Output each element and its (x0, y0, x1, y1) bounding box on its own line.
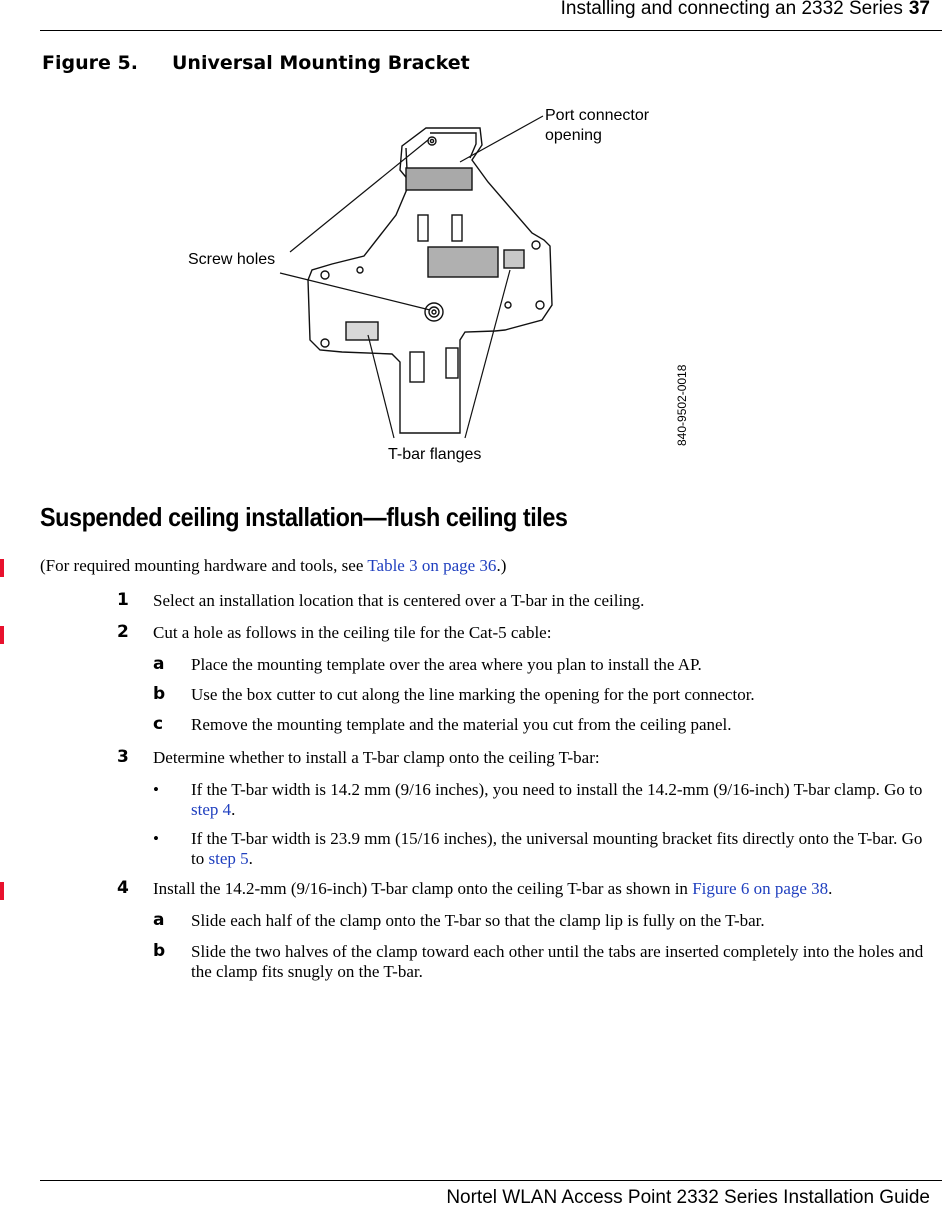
substep-label: a (153, 910, 165, 930)
substep-label: b (153, 684, 166, 704)
bullet-suffix: . (231, 800, 236, 819)
footer-text: Nortel WLAN Access Point 2332 Series Installation Guide (446, 1187, 930, 1208)
substep-text: Remove the mounting template and the material you cut from the ceiling panel. (191, 715, 732, 734)
port-connector-callout-line1: Port connector (545, 107, 650, 124)
intro-paragraph (40, 556, 920, 576)
step-number: 2 (117, 622, 129, 642)
header-text (561, 0, 930, 20)
bracket-outline (308, 128, 552, 433)
page-footer (40, 1180, 942, 1208)
bullet-mark: • (153, 829, 159, 848)
table-3-link[interactable]: Table 3 on page 36 (367, 556, 497, 575)
step-4-link[interactable]: step 4 (191, 800, 232, 819)
step-5-link[interactable]: step 5 (208, 849, 249, 868)
substep-label: c (153, 714, 164, 734)
change-bar (0, 626, 4, 644)
intro-suffix: .) (496, 556, 507, 575)
screw-holes-callout: Screw holes (188, 251, 276, 268)
figure-caption (42, 52, 470, 74)
step-number: 4 (117, 878, 129, 898)
intro-prefix: (For required mounting hardware and tools, see (40, 556, 368, 575)
substep-label: a (153, 654, 165, 674)
header-page-number: 37 (908, 0, 930, 19)
substep-text: Use the box cutter to cut along the line marking the opening for the port connector. (191, 685, 755, 704)
section-heading: Suspended ceiling installation—flush ceiling tiles (40, 502, 568, 532)
bullet-text (191, 780, 929, 820)
step-text: Cut a hole as follows in the ceiling tile for the Cat-5 cable: (153, 623, 552, 642)
step-suffix: . (828, 879, 833, 898)
change-bar (0, 559, 4, 577)
figure-title: Universal Mounting Bracket (172, 52, 470, 74)
substep-text: Place the mounting template over the area where you plan to install the AP. (191, 655, 702, 674)
bracket-illustration (160, 90, 720, 480)
step-text: Select an installation location that is centered over a T-bar in the ceiling. (153, 591, 645, 610)
step-number: 1 (117, 590, 129, 610)
substep-label: b (153, 941, 166, 961)
step-text (153, 879, 933, 899)
tbar-flanges-callout: T-bar flanges (388, 446, 482, 463)
figure-number: Figure 5. (42, 52, 138, 74)
page-header (40, 0, 942, 31)
bullet-body: If the T-bar width is 23.9 mm (15/16 inches), the universal mounting bracket fits directly onto the T-bar. Go to (191, 829, 923, 868)
bracket-figure (160, 90, 720, 480)
bullet-body: If the T-bar width is 14.2 mm (9/16 inches), you need to install the 14.2-mm (9/16-inch) T-bar clamp. Go to (191, 780, 923, 799)
substep-text: Slide each half of the clamp onto the T-bar so that the clamp lip is fully on the T-bar. (191, 911, 765, 930)
figure-id: 840-9502-0018 (675, 364, 689, 446)
bullet-mark: • (153, 780, 159, 799)
header-section-title: Installing and connecting an 2332 Series (560, 0, 903, 19)
callout-leader-lines (280, 116, 543, 438)
step-body: Install the 14.2-mm (9/16-inch) T-bar clamp onto the ceiling T-bar as shown in (153, 879, 693, 898)
figure-6-link[interactable]: Figure 6 on page 38 (692, 879, 829, 898)
step-number: 3 (117, 747, 129, 767)
port-connector-callout-line2: opening (545, 127, 602, 144)
bullet-suffix: . (248, 849, 253, 868)
port-connector-callout (545, 106, 649, 146)
step-text: Determine whether to install a T-bar clamp onto the ceiling T-bar: (153, 748, 600, 767)
bullet-text (191, 829, 929, 869)
substep-text: Slide the two halves of the clamp toward each other until the tabs are inserted completely into the holes and the clamp fits snugly on the T-bar. (191, 942, 924, 981)
change-bar (0, 882, 4, 900)
